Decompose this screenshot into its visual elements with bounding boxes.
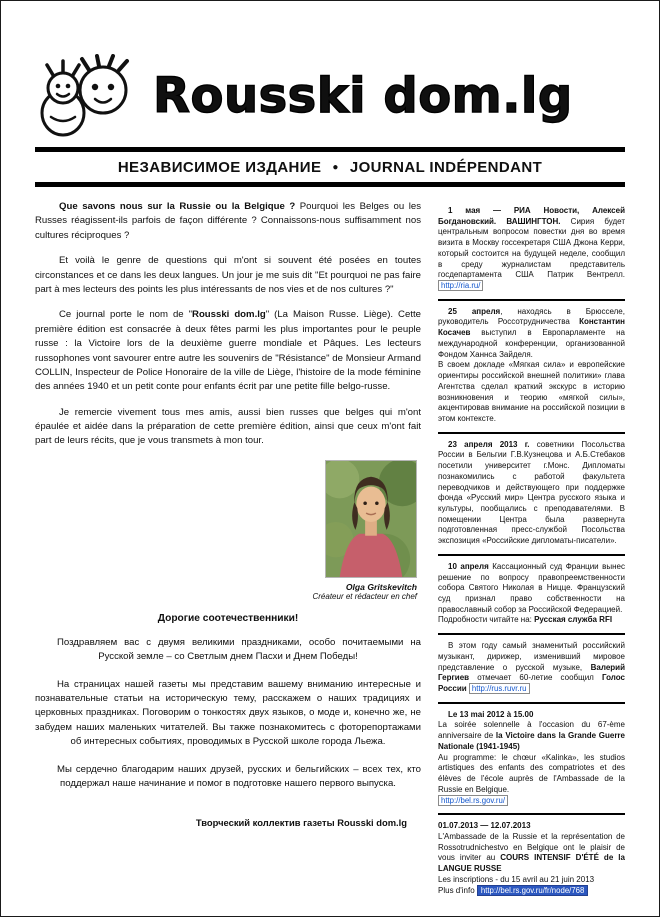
text-segment: В своем докладе «Мягкая сила» и европейские ориентиры российской внешней политики» глава Агентства сделал краткий экскурс в историю возникновения и теорию «мягкой силы», акцентировав внимание на российской позиции в этом контексте. [438, 360, 625, 423]
text-segment: , находясь в Брюсселе, руководитель Россотрудничества [438, 306, 625, 327]
text-segment: Rousski dom.lg [192, 309, 266, 321]
text-segment: Константин Косачев [438, 317, 625, 338]
editorial-column [35, 200, 421, 903]
photo-caption-name: Olga Gritskevitch [345, 581, 417, 592]
hyperlink[interactable]: http://bel.rs.gov.ru/ [438, 795, 508, 806]
news-item-ria-syria [438, 200, 625, 299]
tagline-french: JOURNAL INDÉPENDANT [349, 159, 543, 176]
photo-caption [312, 578, 417, 601]
text-segment: В этом году самый знаменитый российский музыкант, дирижер, изменивший мировое представление о русской музыке, [438, 641, 625, 672]
text-segment: советники Посольства России в Бельгии Г.В.Кузнецова и А.Б.Стебаков посетили университет г.Монс. Дипломаты познакомились с работой факультета переводчиков и действующего при поддержке фонда «Русский мир» Центра русского языка и культуры, пообщались с преподавателями. В помещении Центра была развернута подготовленная пресс-службой Посольства экспозиция «Российские дипломаты-писатели». [438, 439, 625, 546]
editorial-signature: Творческий коллектив газеты Rousski dom.lg [195, 817, 407, 829]
tagline-russian: НЕЗАВИСИМОЕ ИЗДАНИЕ [117, 159, 322, 176]
text-segment: Сирия будет центральным вопросом повестки дня во время визита в Москву госсекретаря США Джона Керри, который состоится на будущей неделе, сообщил в среду журналистам представитель госдепартамента США Патрик Вентрелл. [438, 216, 625, 280]
text-segment: Голос России [438, 673, 625, 694]
text-segment: Les inscriptions - du 15 avril au 21 juin 2013 [438, 874, 595, 884]
tagline-separator-dot: ● [332, 162, 339, 173]
logo-title: Rousski dom.lg [153, 68, 573, 124]
text-segment: Кассационный суд Франции вынес решение по вопросу правопреемственности собора Святого Николая в Ницце. Французский суд признал право собственности на православный собор за Российской Федерацией. [438, 561, 625, 614]
text-segment: 23 апреля 2013 г. [448, 439, 530, 449]
text-segment: Русская служба RFI [534, 615, 613, 625]
event-victory-soiree [438, 702, 625, 813]
text-segment: " (La Maison Russe. Liège). Cette première édition est consacrée à deux fêtes parmi les plus importantes pour le peuple russe : la Victoire lors de la deuxième guerre mondiale et Pâques. Les lecteurs russophones vont savourer entre autre les souvenirs de "Résistance" de Monsieur Armand COLLIN, Inspecteur de Police Honoraire de la ville de Liège, l'histoire de la mode féminine des années 1940 et un petit conte pour enfants écrit par une petite fille belgo-russe. [35, 309, 421, 393]
text-segment: Au programme: le chœur «Kalinka», les studios artistiques des enfants des compatriotes et des élèves de l'école auprès de l'Ambassade de la Russie en Belgique. [438, 752, 625, 794]
news-column [438, 200, 625, 903]
hyperlink[interactable]: http://ria.ru/ [438, 280, 483, 291]
photo-caption-role: Créateur et rédacteur en chef [312, 591, 417, 601]
hyperlink[interactable]: http://bel.rs.gov.ru/fr/node/768 [477, 885, 588, 896]
logo-row [35, 51, 625, 141]
text-segment: 10 апреля [448, 561, 489, 571]
greeting-title: Дорогие соотечественники! [157, 612, 299, 624]
text-segment: Ce journal porte le nom de " [59, 309, 193, 321]
hyperlink[interactable]: http://rus.ruvr.ru [469, 683, 530, 694]
text-segment: L'Ambassade de la Russie et la représentation de Rossotrudnichestvo en Belgique ont le plaisir de vous inviter au [438, 831, 625, 863]
editor-portrait-photo [325, 460, 417, 578]
intro-paragraph [35, 200, 421, 243]
text-segment: Подробности читайте на: [438, 615, 535, 625]
intro-paragraph [35, 254, 421, 297]
text-segment: La soirée solennelle à l'occasion du 67-ème anniversaire de [438, 720, 625, 741]
text-segment: Plus d'info [438, 885, 477, 895]
text-segment: Que savons nous sur la Russie ou la Belgique ? [59, 201, 296, 212]
news-item-embassy-mons [438, 432, 625, 554]
greeting-paragraph: Поздравляем вас с двумя великими праздниками, особо почитаемыми на Русской земле – со Светлым днем Пасхи и Днем Победы! [57, 636, 421, 663]
text-segment: Валерий Гергиев [438, 662, 625, 683]
event-summer-russian-course [438, 813, 625, 903]
intro-paragraph [35, 406, 421, 449]
text-segment: 25 апреля [448, 306, 501, 316]
greeting-paragraph: На страницах нашей газеты мы представим вашему вниманию интересные и познавательные статьи на историческую тему, расскажем о наших традициях и церковных праздниках. Поговорим о тонкостях двух языков, о моде и, конечно же, не забудем наших маленьких читателей. Вы также познакомитесь с фоторепортажами об интересных событиях, проводимых в Русской школе города Льежа. [35, 678, 421, 748]
news-item-nice-cathedral [438, 554, 625, 633]
text-segment: выступил в Европарламенте на международной конференции, организованной Фондом Ханнса Зайделя. [438, 328, 625, 359]
text-segment: COURS INTENSIF D'ÉTÉ de la LANGUE RUSSE [438, 853, 625, 874]
text-segment: Le 13 mai 2012 à 15.00 [448, 709, 534, 719]
text-segment: 1 мая — РИА Новости, Алексей Богдановский. ВАШИНГТОН. [438, 206, 625, 226]
text-segment: Et voilà le genre de questions qui m'ont si souvent été posées en toutes circonstances et ce dans les deux langues. Un jour je me suis dit "Et pourquoi ne pas faire part à mes lecteurs des points les plus intéressants de nos vies et de nos cultures ?" [35, 255, 421, 295]
masthead-tagline [35, 152, 625, 182]
intro-paragraph [35, 308, 421, 394]
masthead [1, 1, 659, 187]
text-segment: Pourquoi les Belges ou les Russes réagissent-ils parfois de façon différente ? Connaissons-nous suffisamment nos cultures réciproques ? [35, 201, 421, 241]
editor-photo-figure [35, 460, 421, 601]
text-segment: Je remercie vivement tous mes amis, aussi bien russes que belges qui m'ont épaulée et aidée dans la préparation de cette première édition, ainsi que ceux m'ont fait part de leurs récits, que je vous transmets à mon tour. [35, 406, 421, 447]
greeting-paragraph: Мы сердечно благодарим наших друзей, русских и бельгийских – всех тех, кто поддержал наше начинание и помог в подготовке нашего первого выпуска. [57, 763, 421, 789]
text-segment: отмечает 60-летие сообщил [469, 673, 602, 683]
text-segment: 01.07.2013 — 12.07.2013 [438, 821, 531, 831]
content-columns [1, 187, 659, 903]
logo-mascots-illustration [37, 54, 147, 138]
text-segment: la Victoire dans la Grande Guerre Nationale (1941-1945) [438, 731, 625, 751]
news-item-gergiev-60 [438, 633, 625, 702]
news-item-kosachev-europarliament [438, 299, 625, 432]
